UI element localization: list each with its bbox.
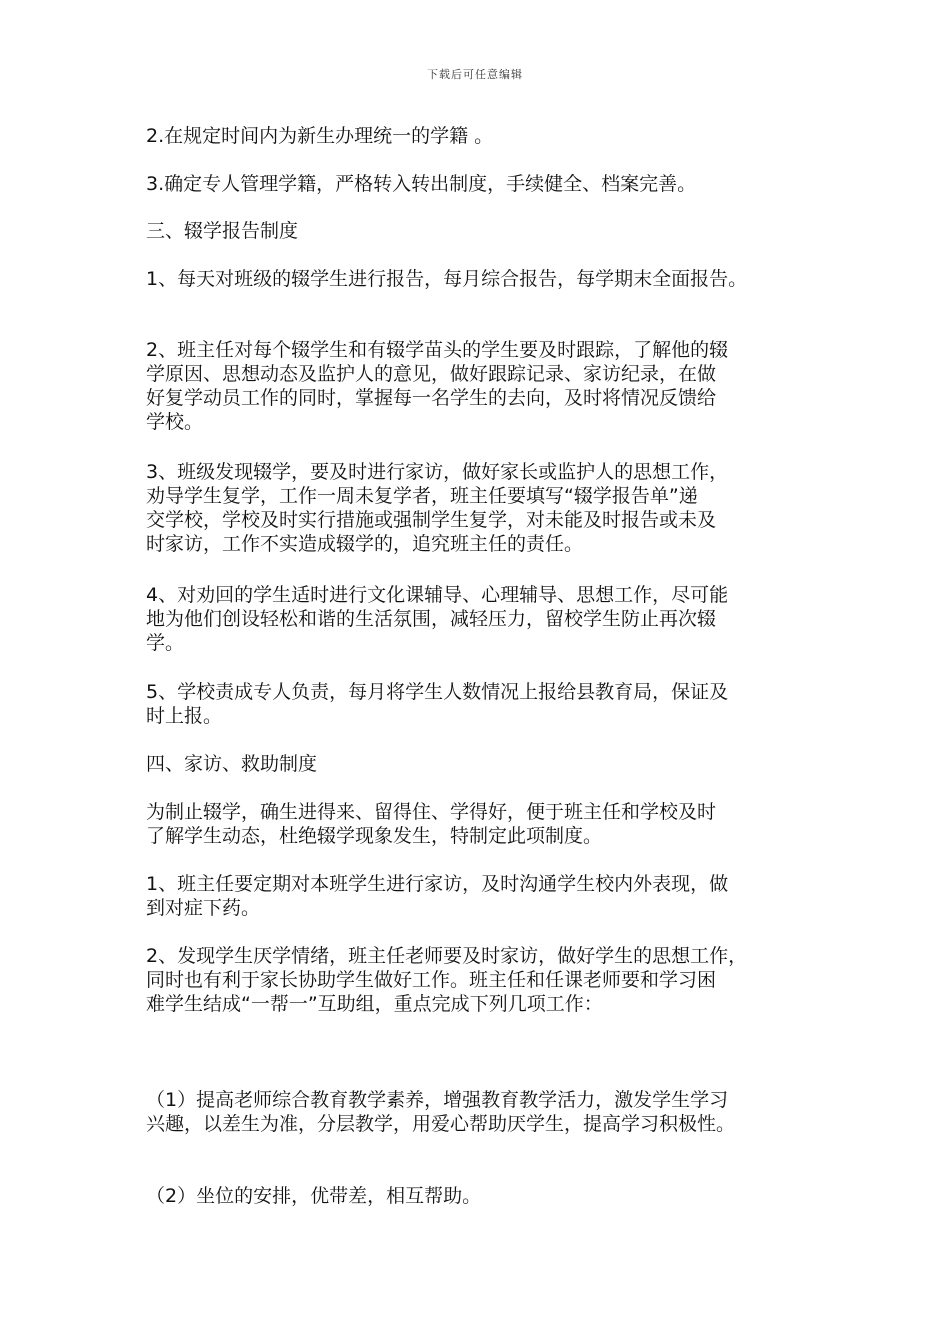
paragraph-mutual-help: 2、发现学生厌学情绪，班主任老师要及时家访，做好学生的思想工作， 同时也有利于家长协助学生做好工作。班主任和任课老师要和学习困 难学生结成“一帮一”互助组，重点完成下列几项工作： [146, 945, 748, 1015]
paragraph-monthly-report: 5、学校责成专人负责，每月将学生人数情况上报给县教育局，保证及 时上报。 [146, 681, 729, 727]
paragraph-purpose: 为制止辍学，确生进得来、留得住、学得好，便于班主任和学校及时 了解学生动态，杜绝辍学现象发生，特制定此项制度。 [146, 801, 717, 847]
paragraph-regular-visits: 1、班主任要定期对本班学生进行家访，及时沟通学生校内外表现，做 到对症下药。 [146, 873, 729, 919]
paragraph-home-visit-dropout: 3、班级发现辍学，要及时进行家访，做好家长或监护人的思想工作， 劝导学生复学，工作一周未复学者，班主任要填写“辍学报告单”递 交学校，学校及时实行措施或强制学生复学，对未能及时报告或未及 时家访，工作不实造成辍学的，追究班主任的责任。 [146, 461, 729, 555]
section-heading-dropout-report: 三、辍学报告制度 [146, 220, 299, 242]
paragraph-student-registration: 2.在规定时间内为新生办理统一的学籍 。 [146, 125, 494, 147]
paragraph-teacher-tracking: 2、班主任对每个辍学生和有辍学苗头的学生要及时跟踪，了解他的辍 学原因、思想动态及监护人的意见，做好跟踪记录、家访纪录，在做 好复学动员工作的同时，掌握每一名学生的去向，及时将情况反馈给 学校。 [146, 339, 729, 433]
paragraph-registration-management: 3.确定专人管理学籍，严格转入转出制度，手续健全、档案完善。 [146, 173, 697, 195]
section-heading-home-visit: 四、家访、救助制度 [146, 753, 318, 775]
page-header: 下载后可任意编辑 [427, 68, 523, 81]
paragraph-tutoring: 4、对劝回的学生适时进行文化课辅导、心理辅导、思想工作，尽可能 地为他们创设轻松和谐的生活氛围，减轻压力，留校学生防止再次辍 学。 [146, 584, 729, 654]
paragraph-daily-report: 1、每天对班级的辍学生进行报告，每月综合报告，每学期末全面报告。 [146, 268, 748, 290]
paragraph-item-2: （2）坐位的安排，优带差，相互帮助。 [146, 1185, 482, 1207]
paragraph-item-1: （1）提高老师综合教育教学素养，增强教育教学活力，激发学生学习 兴趣，以差生为准，分层教学，用爱心帮助厌学生，提高学习积极性。 [146, 1089, 736, 1135]
